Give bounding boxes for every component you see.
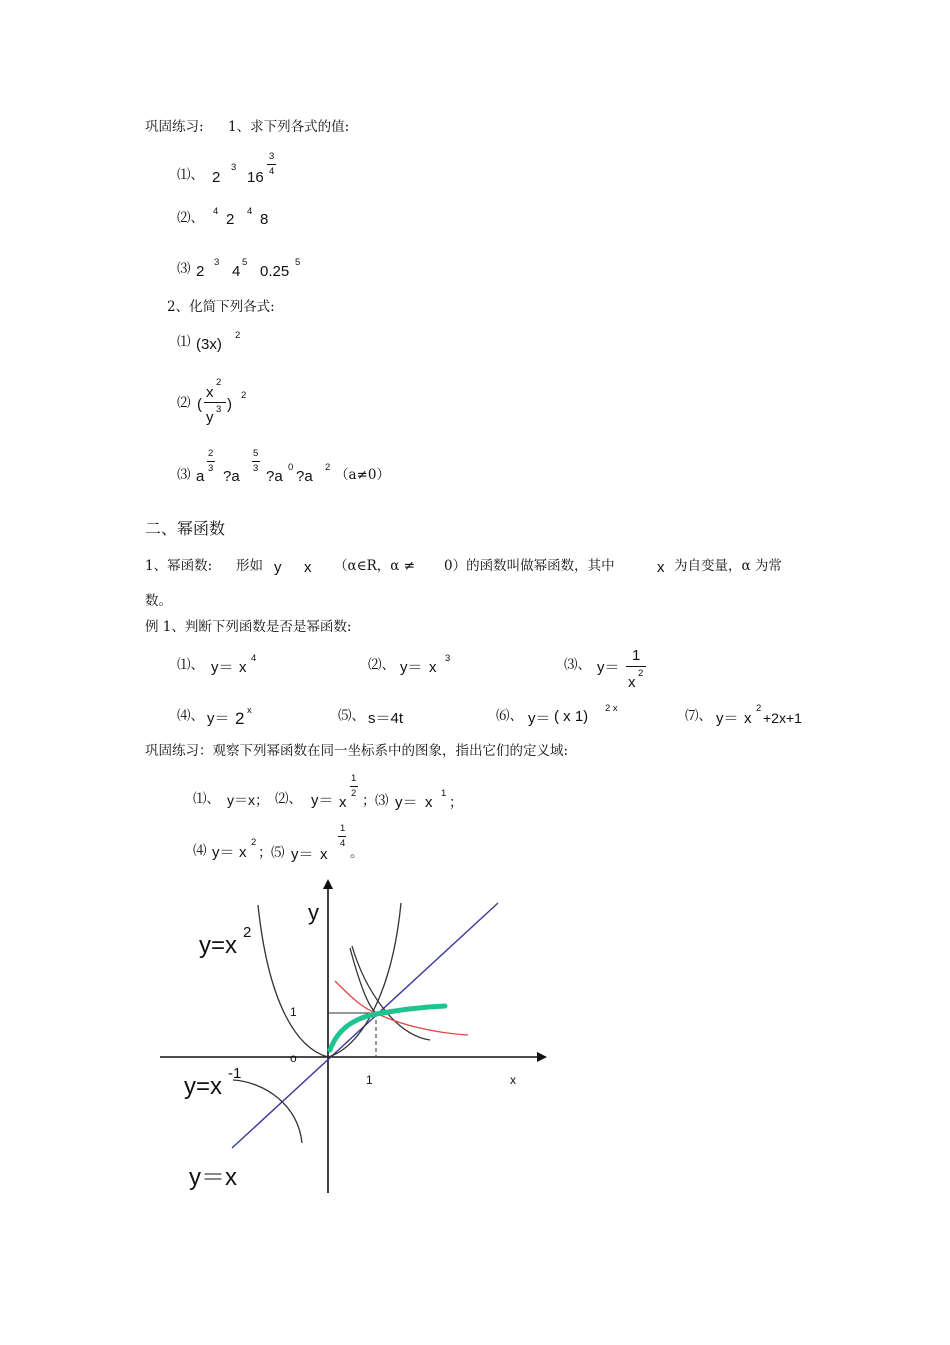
def-prefix: 1、幂函数:	[145, 558, 213, 574]
def-zero: 0）的函数叫做幂函数，其中	[444, 558, 615, 574]
curve-label-inverse-exp: -1	[228, 1065, 242, 1082]
q2-1-label: ⑴	[177, 334, 191, 350]
q1-3-label: ⑶	[177, 261, 191, 277]
q2-2-rparen: )	[227, 396, 232, 413]
p-5-lhs: y＝	[291, 846, 314, 863]
p-4-exp: 2	[251, 837, 257, 848]
ex-item-5-label: ⑸、	[338, 708, 365, 724]
q2-3-n1: 2	[208, 448, 214, 459]
p-2-base: x	[339, 794, 347, 811]
q1-2-root-index-2: 4	[247, 206, 253, 217]
q2-3-e3: 0	[288, 462, 294, 473]
ex-item-1-lhs: y＝	[211, 659, 234, 676]
q2-1-expr: (3x)	[196, 336, 222, 353]
def-condition: （α∈R，α ≠	[334, 558, 415, 574]
ex-item-4-exp: x	[247, 705, 252, 716]
q1-3-b1: 2	[196, 263, 205, 280]
p-4-sep: ；	[258, 844, 272, 860]
ex-item-6-lhs: y＝	[528, 710, 551, 727]
graph-label-x: x	[510, 1073, 516, 1087]
ex-item-7-label: ⑺、	[685, 708, 712, 724]
p-2-lhs: y＝	[311, 792, 334, 809]
curve-label-inverse: y=x	[184, 1073, 223, 1100]
q2-3-e4: 2	[325, 462, 331, 473]
ex-item-6-exp: 2 x	[605, 703, 618, 714]
ex-item-7-rest: +2x+1	[763, 710, 802, 726]
ex-item-2-exp: 3	[445, 653, 451, 664]
q1-1-base2: 16	[247, 169, 264, 186]
p-3-base: x	[425, 794, 433, 811]
graph-label-1-y: 1	[290, 1005, 297, 1019]
question-2-title: 2、化简下列各式:	[167, 299, 275, 315]
def-wrap: 数。	[145, 593, 172, 609]
q1-2-radicand-1: 2	[226, 211, 235, 228]
p-3-lhs: y＝	[395, 794, 418, 811]
ex-item-7-lhs: y＝	[716, 710, 739, 727]
q1-2-radicand-2: 8	[260, 211, 269, 228]
p-3-exp: 1	[441, 788, 447, 799]
q1-1-num: 3	[269, 151, 275, 162]
ex-item-3-den: x	[628, 674, 636, 691]
ex-item-3-num: 1	[632, 647, 641, 664]
q1-2-label: ⑵、	[177, 210, 204, 226]
q2-3-op3: ?a	[296, 468, 313, 485]
q2-3-n2: 5	[253, 448, 259, 459]
q2-2-den-exp: 3	[216, 404, 222, 415]
ex-item-6-paren: ( x 1)	[554, 708, 589, 725]
q1-1-exp: 3	[231, 162, 237, 173]
curve-label-square: y=x	[199, 932, 238, 959]
p-2-sep: ；	[362, 792, 376, 808]
ex-item-3-lhs: y＝	[597, 659, 620, 676]
p-5-den: 4	[340, 838, 346, 849]
graph-label-1-x: 1	[366, 1073, 373, 1087]
curve-steep	[350, 948, 376, 1013]
ex-item-2-label: ⑵、	[368, 657, 395, 673]
q1-3-e2: 5	[242, 257, 248, 268]
q1-1-den: 4	[269, 166, 275, 177]
ex-item-4-lhs: y＝	[207, 710, 230, 727]
q2-2-num: x	[206, 384, 214, 401]
ex-item-1-label: ⑴、	[177, 657, 204, 673]
ex-item-4-label: ⑷、	[177, 708, 204, 724]
q1-2-root-index-1: 4	[213, 206, 219, 217]
q2-3-d1: 3	[208, 463, 214, 474]
p-2-den: 2	[351, 788, 357, 799]
ex-item-3-label: ⑶、	[564, 657, 591, 673]
ex-item-2-base: x	[429, 659, 437, 676]
def-y: y	[274, 559, 282, 576]
q2-1-exp: 2	[235, 330, 241, 341]
curve-label-square-exp: 2	[243, 924, 252, 941]
q1-3-e1: 3	[214, 257, 220, 268]
ex-item-3-den-exp: 2	[638, 668, 644, 679]
p-1-func: y＝x；	[227, 792, 269, 808]
p-5-label: ⑸	[271, 845, 285, 861]
p-5-num: 1	[340, 823, 346, 834]
p-5-base: x	[320, 846, 328, 863]
p-5-end: 。	[350, 845, 364, 861]
graph-label-origin: o	[290, 1051, 297, 1065]
ex-item-7-exp: 2	[756, 703, 762, 714]
q2-2-lparen: (	[197, 396, 202, 413]
ex-item-4-base: 2	[235, 709, 245, 728]
q1-1-label: ⑴、	[177, 167, 204, 183]
def-form: 形如	[236, 558, 263, 574]
practice-title: 巩固练习：观察下列幂函数在同一坐标系中的图象，指出它们的定义域:	[145, 743, 569, 759]
q1-3-b3: 0.25	[260, 263, 290, 280]
q2-2-num-exp: 2	[216, 377, 222, 388]
q2-3-label: ⑶	[177, 467, 191, 483]
section-2-heading: 二、幂函数	[145, 519, 226, 538]
q2-2-label: ⑵	[177, 395, 191, 411]
question-1-title: 1、求下列各式的值:	[228, 119, 350, 135]
curve-square	[258, 900, 401, 1057]
p-1-label: ⑴、	[193, 791, 220, 807]
def-x: x	[304, 559, 312, 576]
q2-3-condition: （a≠0）	[335, 467, 390, 483]
curve-inverse-q3	[233, 1080, 302, 1143]
p-4-lhs: y＝	[212, 844, 235, 861]
p-2-num: 1	[351, 773, 357, 784]
ex-item-1-exp: 4	[251, 653, 257, 664]
ex-item-2-lhs: y＝	[400, 659, 423, 676]
q2-2-exp: 2	[241, 390, 247, 401]
q2-3-a1: a	[196, 468, 205, 485]
ex-item-6-label: ⑹、	[496, 708, 523, 724]
graph-label-y: y	[308, 900, 319, 925]
q1-3-e3: 5	[295, 257, 301, 268]
p-3-sep: ；	[449, 794, 463, 810]
p-4-base: x	[239, 844, 247, 861]
p-3-label: ⑶	[375, 793, 389, 809]
def-rest: 为自变量，α 为常	[674, 558, 782, 574]
def-x2: x	[657, 559, 665, 576]
p-2-label: ⑵、	[275, 791, 302, 807]
ex-item-1-base: x	[239, 659, 247, 676]
example-1-title: 例 1、判断下列函数是否是幂函数:	[145, 619, 352, 635]
q2-2-den: y	[206, 409, 214, 426]
q2-3-d2: 3	[253, 463, 259, 474]
exercise-intro: 巩固练习:	[145, 119, 204, 135]
q1-3-b2: 4	[232, 263, 241, 280]
curve-label-identity: y＝x	[189, 1164, 237, 1191]
q2-3-op2: ?a	[266, 468, 283, 485]
q2-3-op1: ?a	[223, 468, 240, 485]
ex-item-5-expr: s＝4t	[368, 710, 404, 727]
q1-1-base: 2	[212, 169, 221, 186]
ex-item-7-base: x	[744, 710, 752, 727]
p-4-label: ⑷	[193, 843, 207, 859]
